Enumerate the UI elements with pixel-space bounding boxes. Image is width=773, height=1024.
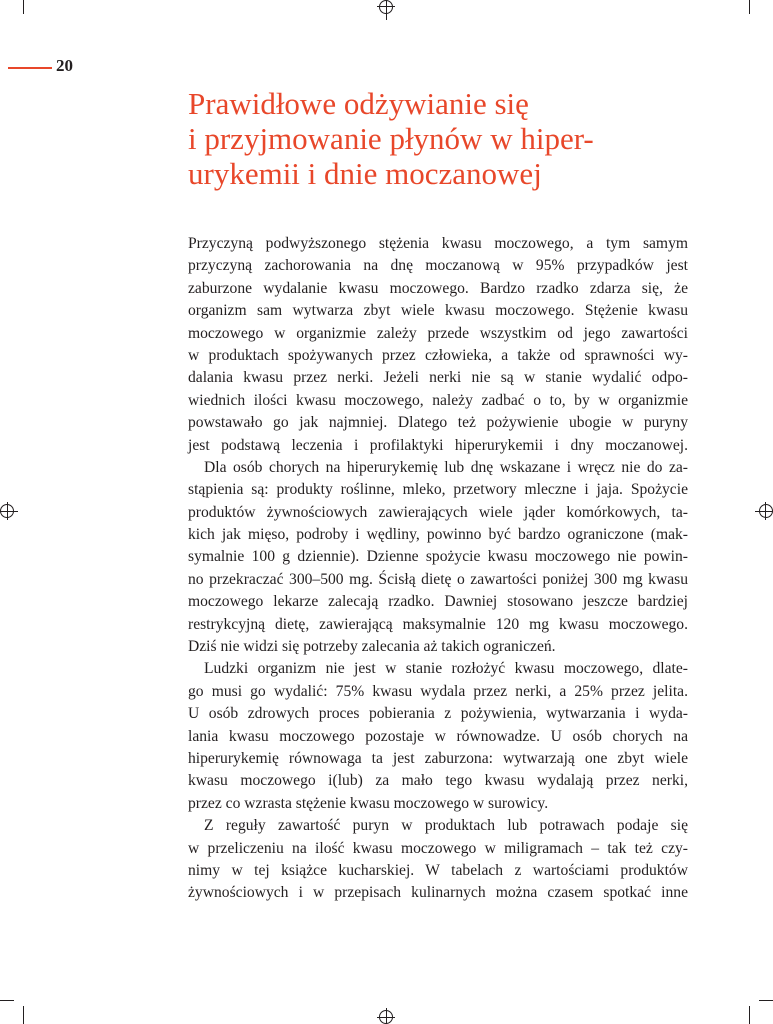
text-line: Przyczyną podwyższonego stężenia kwasu moczowego, a tym samym [188,235,688,252]
text-line: kich jak mięso, podroby i wędliny, powinno być bardzo ograniczone (mak- [188,526,688,544]
text-line: Ludzki organizm nie jest w stanie rozłożyć kwasu moczowego, dlate- [204,660,688,678]
paragraph [188,658,688,815]
text-line: wiednich ilości kwasu moczowego, należy zadbać o to, by w organizmie [188,391,688,409]
crop-mark-bottom-left [23,1006,24,1024]
text-line: moczowego w organizmie zależy przede wszystkim od jego zawartości [188,324,688,342]
text-line: w przeliczeniu na ilość kwasu moczowego w miligramach – tak też czy- [188,839,688,857]
text-line: przyczyną zachorowania na dnę moczanową w 95% przypadków jest [188,257,688,275]
crop-mark-bottom-right [749,1006,750,1024]
text-line: U osób zdrowych proces pobierania z pożywienia, wytwarzania i wyda- [188,705,688,723]
crop-mark-top-left [23,0,24,14]
text-line: go musi go wydalić: 75% kwasu wydala przez nerki, a 25% przez jelita. [188,682,688,700]
paragraph [188,233,688,457]
chapter-title-line: Prawidłowe odżywianie się [188,86,529,121]
body-text [188,233,688,905]
text-line: kwasu moczowego i(lub) za mało tego kwasu wydalają przez nerki, [188,772,688,790]
page-number: 20 [56,56,73,75]
text-line: stąpienia są: produkty roślinne, mleko, przetwory mleczne i jaja. Spożycie [188,481,688,499]
text-line: moczowego lekarze zalecają rzadko. Dawniej stosowano jeszcze bardziej [188,593,688,611]
text-line: Dziś nie widzi się potrzeby zalecania aż takich ograniczeń. [188,638,556,656]
chapter-title-line: urykemii i dnie moczanowej [188,156,542,191]
crop-mark-left-bottom-h [0,1000,14,1001]
crop-mark-top-right [749,0,750,14]
text-line: zaburzone wydalanie kwasu moczowego. Bardzo rzadko zdarza się, że [188,279,688,297]
text-line: symalnie 100 g dziennie). Dzienne spożycie kwasu moczowego nie powin- [188,548,688,566]
page-number-rule [8,67,52,69]
paragraph [188,815,688,905]
text-line: nimy w tej książce kucharskiej. W tabelach z wartościami produktów [188,861,688,879]
text-line: restrykcyjną dietę, zawierającą maksymalnie 120 mg kwasu moczowego. [188,615,688,633]
text-line: powstawało go jak najmniej. Dlatego też pożywienie ubogie w puryny [188,414,688,432]
text-line: no przekraczać 300–500 mg. Ścisłą dietę o zawartości poniżej 300 mg kwasu [188,570,688,588]
page-number-block [8,56,73,76]
chapter-title [188,86,668,191]
text-line: jest podstawą leczenia i profilaktyki hiperurykemii i dny moczanowej. [188,436,688,454]
text-line: przez co wzrasta stężenie kwasu moczowego w surowicy. [188,794,549,812]
text-line: produktów żywnościowych zawierających wiele jąder komórkowych, ta- [188,503,688,521]
text-line: dalania kwasu przez nerki. Jeżeli nerki nie są w stanie wydalić odpo- [188,369,688,387]
crop-mark-right-bottom-h [759,1000,773,1001]
text-line: Z reguły zawartość puryn w produktach lub potrawach podaje się [204,817,688,835]
text-line: żywnościowych i w przepisach kulinarnych można czasem spotkać inne [188,884,688,902]
text-line: hiperurykemię równowaga ta jest zaburzona: wytwarzają one zbyt wiele [188,749,688,767]
text-line: organizm sam wytwarza zbyt wiele kwasu moczowego. Stężenie kwasu [188,302,688,320]
paragraph [188,457,688,659]
chapter-title-line: i przyjmowanie płynów w hiper- [188,121,594,156]
text-line: w produktach spożywanych przez człowieka, a także od sprawności wy- [188,346,688,364]
text-line: lania kwasu moczowego pozostaje w równowadze. U osób chorych na [188,727,688,745]
text-line: Dla osób chorych na hiperurykemię lub dnę wskazane i wręcz nie do za- [204,458,688,476]
